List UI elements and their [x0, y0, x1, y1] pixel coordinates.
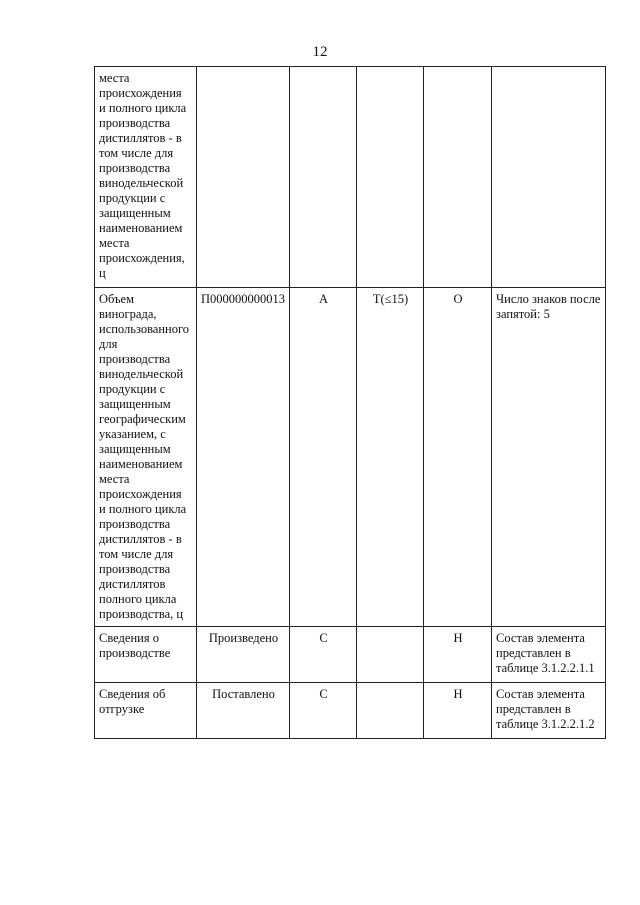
table-row	[95, 627, 606, 683]
element-requirement-cell	[424, 67, 492, 288]
element-requirement-cell: О	[424, 288, 492, 627]
element-code-cell	[197, 67, 290, 288]
element-note-cell: Состав элемента представлен в таблице 3.1.2.2.1.1	[492, 627, 606, 683]
element-type-cell: С	[290, 627, 357, 683]
element-format-cell	[357, 627, 424, 683]
element-note-cell: Число знаков после запятой: 5	[492, 288, 606, 627]
element-format-cell	[357, 67, 424, 288]
table-row	[95, 683, 606, 739]
element-requirement-cell: Н	[424, 627, 492, 683]
element-format-cell	[357, 683, 424, 739]
element-type-cell: А	[290, 288, 357, 627]
element-note-cell: Состав элемента представлен в таблице 3.1.2.2.1.2	[492, 683, 606, 739]
element-type-cell	[290, 67, 357, 288]
table-row	[95, 67, 606, 288]
element-code-cell: Поставлено	[197, 683, 290, 739]
element-name-cell: Сведения об отгрузке	[95, 683, 197, 739]
element-requirement-cell: Н	[424, 683, 492, 739]
element-name-cell: места происхождения и полного цикла производства дистиллятов - в том числе для производства винодельческой продукции с защищенным наименованием места происхождения, ц	[95, 67, 197, 288]
element-note-cell	[492, 67, 606, 288]
element-name-cell: Сведения о производстве	[95, 627, 197, 683]
element-type-cell: С	[290, 683, 357, 739]
table-row	[95, 288, 606, 627]
data-table	[94, 66, 606, 739]
element-name-cell: Объем винограда, использованного для производства винодельческой продукции с защищенным географическим указанием, с защищенным наименованием места происхождения и полного цикла производства дистиллятов - в том числе для производства дистиллятов полного цикла производства, ц	[95, 288, 197, 627]
element-code-cell: П000000000013	[197, 288, 290, 627]
element-code-cell: Произведено	[197, 627, 290, 683]
page-number: 12	[312, 44, 328, 60]
element-format-cell: Т(≤15)	[357, 288, 424, 627]
